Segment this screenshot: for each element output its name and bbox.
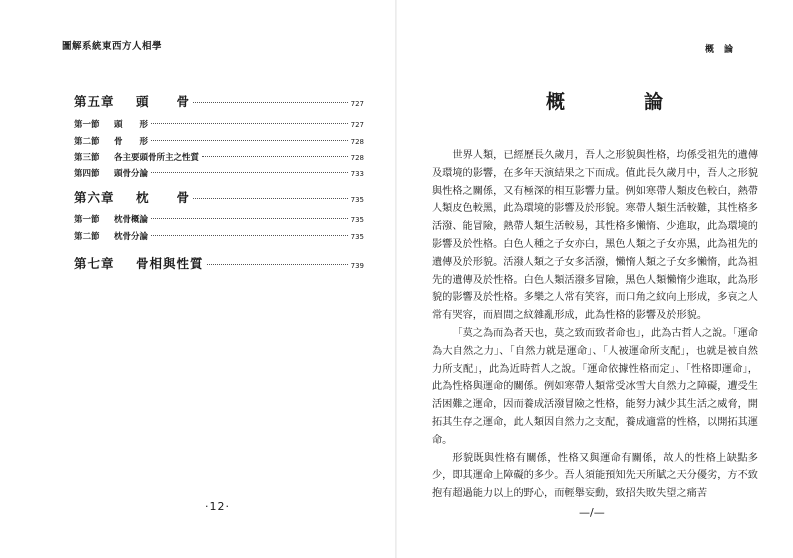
- leader-dots: [151, 218, 348, 219]
- toc-entry-number: 第七章: [74, 256, 115, 271]
- paragraph: 「莫之為而為者天也，莫之致而致者命也」，此為古哲人之說。「運命為大自然之力」、「自然力就是運命」、「人被運命所支配」，也就是被自然力所支配」，此為近時哲人之說。「運命依據性格而定」、「性格即運命」，此為性格與運命的關係。例如寒帶人類常受冰雪大自然力之障礙，遭受生活困難之運命，因而養成活潑冒險之性格，能努力減少其生活之威脅，開拓其生存之運命，此人類因自然力之支配，養成適當的性格，以開拓其運命。: [432, 327, 758, 446]
- toc-entry: [74, 118, 364, 130]
- toc-entry: [74, 213, 364, 225]
- left-page: [0, 0, 396, 558]
- running-head: 概論: [704, 45, 743, 55]
- toc-entry-page: 735: [350, 196, 364, 204]
- leader-dots: [207, 264, 348, 265]
- toc-entry-page: 727: [350, 100, 364, 108]
- leader-dots: [151, 140, 348, 141]
- toc-entry-number: 第二節: [74, 137, 100, 147]
- leader-dots: [193, 102, 348, 103]
- toc-entry-title: 骨相與性質: [136, 256, 204, 271]
- toc-entry: [74, 92, 364, 110]
- toc-entry-page: 735: [350, 233, 364, 241]
- toc-entry-title: 頭骨分論: [114, 169, 149, 179]
- toc-entry-title: 枕骨分論: [114, 232, 149, 242]
- toc-entry-number: 第一節: [74, 215, 100, 225]
- toc-entry-page: 735: [350, 216, 364, 224]
- toc-entry: [74, 254, 364, 272]
- toc-entry-page: 728: [350, 138, 364, 146]
- toc-entry: [74, 188, 364, 206]
- toc-entry-title: 頭 形: [114, 120, 149, 130]
- toc-entry-number: 第二節: [74, 232, 100, 242]
- toc-entry-title: 頭 骨: [136, 94, 191, 109]
- page-number: ·12·: [205, 500, 230, 513]
- toc-entry-number: 第六章: [74, 190, 115, 205]
- toc-entry-page: 727: [350, 121, 364, 129]
- toc-entry-title: 骨 形: [114, 137, 149, 147]
- toc-entry-number: 第五章: [74, 94, 115, 109]
- page-title: 概 論: [546, 91, 694, 113]
- toc-entry: [74, 167, 364, 179]
- toc-entry-title: 枕 骨: [136, 190, 191, 205]
- leader-dots: [151, 235, 348, 236]
- toc-entry-title: 枕骨概論: [114, 215, 149, 225]
- toc-entry-page: 733: [350, 170, 364, 178]
- leader-dots: [193, 198, 348, 199]
- right-page: [396, 0, 793, 558]
- leader-dots: [151, 123, 348, 124]
- paragraph: 形貌既與性格有關係，性格又與運命有關係，故人的性格上缺點多少，即其運命上障礙的多少。吾人須能預知先天所賦之天分優劣，方不致抱有超過能力以上的野心，而輕舉妄動，致招失敗失望之痛苦: [432, 452, 758, 500]
- body-text: [432, 147, 758, 503]
- toc-entry-title: 各主要頭骨所主之性質: [114, 153, 200, 163]
- toc-entry-page: 728: [350, 154, 364, 162]
- toc-entry-number: 第三節: [74, 153, 100, 163]
- toc-entry-number: 第四節: [74, 169, 100, 179]
- toc-entry-page: 739: [350, 262, 364, 270]
- toc-entry-number: 第一節: [74, 120, 100, 130]
- toc-entry: [74, 230, 364, 242]
- toc-entry: [74, 151, 364, 163]
- leader-dots: [151, 172, 348, 173]
- leader-dots: [202, 156, 348, 157]
- paragraph: 世界人類，已經歷長久歲月，吾人之形貌與性格，均係受祖先的遺傳及環境的影響，在多年天演結果之下而成。值此長久歲月中，吾人之形貌與性格之關係，又有極深的相互影響力量。例如寒帶人類皮色較白，熱帶人類皮色較黑，此為環境的影響及於形貌。寒帶人類生活較難，其性格多活潑、能冒險，熱帶人類生活較易，其性格多懶惰、少進取，此為環境的影響及於性格。白色人種之子女亦白，黑色人類之子女亦黑，此為祖先的遺傳及於形貌。活潑人類之子女多活潑，懶惰人類之子女多懶惰，此為祖先的遺傳及於性格。白色人類活潑多冒險，黑色人類懶惰少進取，此為形貌的影響及於性格。多樂之人常有笑容，而口角之紋向上形成，多哀之人常有哭容，而眉間之紋雜亂形成，此為性格的影響及於形貌。: [432, 150, 759, 322]
- page-number: —/—: [579, 506, 605, 519]
- book-title: 圖解系統東西方人相學: [62, 41, 163, 52]
- toc-entry: [74, 135, 364, 147]
